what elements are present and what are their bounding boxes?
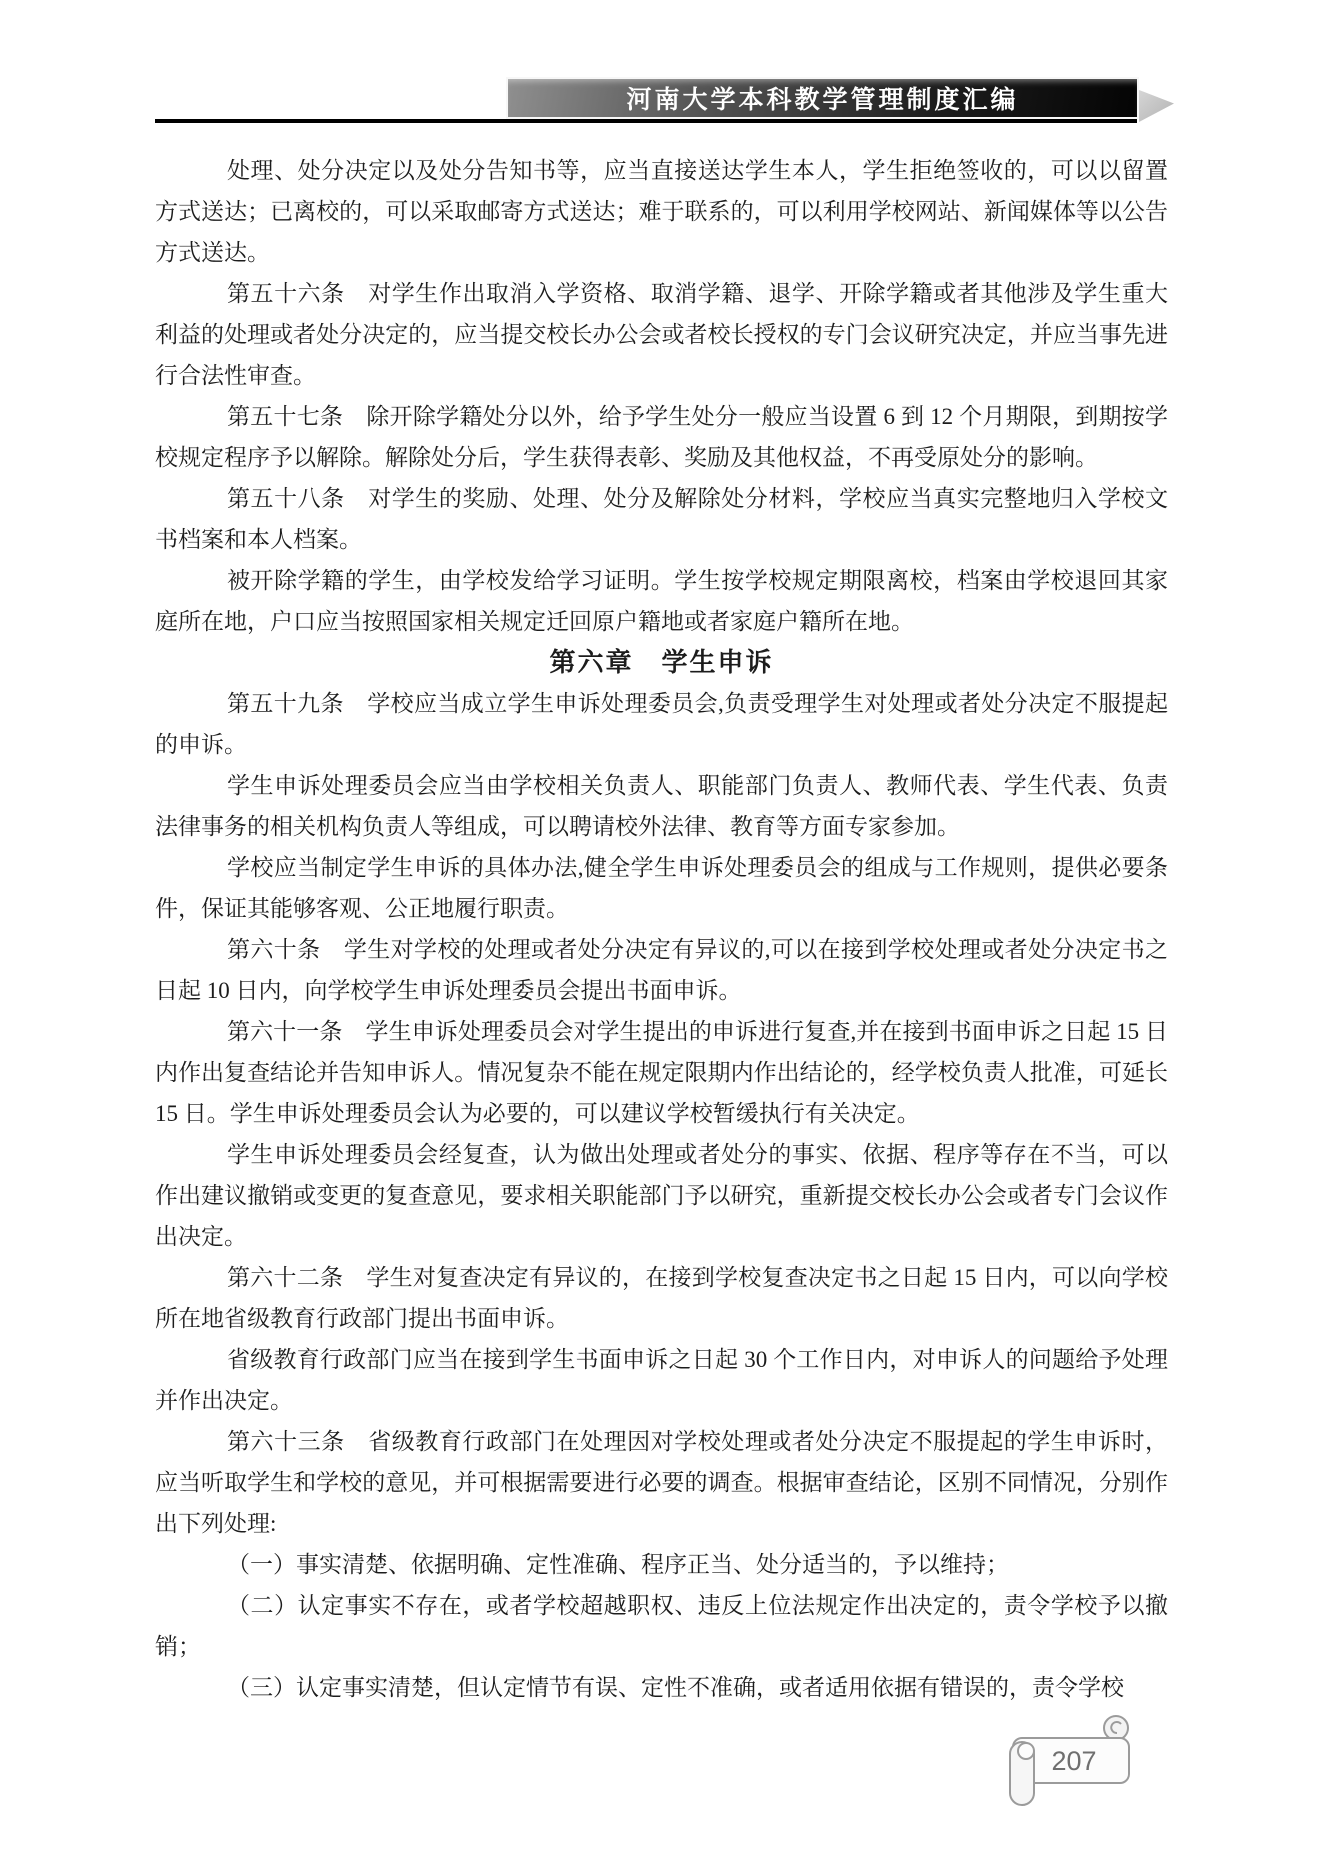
- chapter-heading: 第六章 学生申诉: [549, 647, 774, 677]
- paragraph: 学生申诉处理委员会应当由学校相关负责人、职能部门负责人、教师代表、学生代表、负责法律事务的相关机构负责人等组成，可以聘请校外法律、教育等方面专家参加。: [155, 773, 1168, 839]
- paragraph: 第六十一条 学生申诉处理委员会对学生提出的申诉进行复查,并在接到书面申诉之日起 15 日内作出复查结论并告知申诉人。情况复杂不能在规定限期内作出结论的，经学校负责人批准，可延长 15 日。学生申诉处理委员会认为必要的，可以建议学校暂缓执行有关决定。: [155, 1019, 1168, 1126]
- paragraph: 第六十二条 学生对复查决定有异议的，在接到学校复查决定书之日起 15 日内，可以向学校所在地省级教育行政部门提出书面申诉。: [155, 1265, 1168, 1331]
- paragraph: 第五十六条 对学生作出取消入学资格、取消学籍、退学、开除学籍或者其他涉及学生重大利益的处理或者处分决定的，应当提交校长办公会或者校长授权的专门会议研究决定，并应当事先进行合法性审查。: [155, 281, 1168, 388]
- header-title: 河南大学本科教学管理制度汇编: [626, 87, 1019, 114]
- paragraph: 第五十七条 除开除学籍处分以外，给予学生处分一般应当设置 6 到 12 个月期限，到期按学校规定程序予以解除。解除处分后，学生获得表彰、奖励及其他权益，不再受原处分的影响。: [155, 404, 1168, 470]
- header-rule: [155, 119, 1137, 123]
- paragraph: 第五十九条 学校应当成立学生申诉处理委员会,负责受理学生对处理或者处分决定不服提起的申诉。: [155, 691, 1168, 757]
- paragraph: 第六十三条 省级教育行政部门在处理因对学校处理或者处分决定不服提起的学生申诉时，应当听取学生和学校的意见，并可根据需要进行必要的调查。根据审查结论，区别不同情况，分别作出下列处理:: [155, 1429, 1168, 1536]
- paragraph: 学校应当制定学生申诉的具体办法,健全学生申诉处理委员会的组成与工作规则，提供必要条件，保证其能够客观、公正地履行职责。: [155, 855, 1168, 921]
- paragraph: 第六十条 学生对学校的处理或者处分决定有异议的,可以在接到学校处理或者处分决定书之日起 10 日内，向学校学生申诉处理委员会提出书面申诉。: [155, 937, 1168, 1003]
- paragraph: 省级教育行政部门应当在接到学生书面申诉之日起 30 个工作日内，对申诉人的问题给予处理并作出决定。: [155, 1347, 1168, 1413]
- paragraph: （一）事实清楚、依据明确、定性准确、程序正当、处分适当的，予以维持；: [227, 1552, 1009, 1577]
- paragraph: 处理、处分决定以及处分告知书等，应当直接送达学生本人，学生拒绝签收的，可以以留置方式送达；已离校的，可以采取邮寄方式送达；难于联系的，可以利用学校网站、新闻媒体等以公告方式送达。: [155, 158, 1168, 265]
- paragraph: （三）认定事实清楚，但认定情节有误、定性不准确，或者适用依据有错误的，责令学校: [227, 1675, 1124, 1700]
- paragraph: 学生申诉处理委员会经复查，认为做出处理或者处分的事实、依据、程序等存在不当，可以作出建议撤销或变更的复查意见，要求相关职能部门予以研究，重新提交校长办公会或者专门会议作出决定。: [155, 1142, 1168, 1249]
- document-body: [155, 150, 1168, 1708]
- scroll-icon: [1004, 1710, 1136, 1812]
- paragraph: （二）认定事实不存在，或者学校超越职权、违反上位法规定作出决定的，责令学校予以撤销；: [155, 1593, 1168, 1659]
- page-number: 207: [1051, 1746, 1097, 1776]
- header-arrow-decoration: [1139, 90, 1174, 122]
- paragraph: 第五十八条 对学生的奖励、处理、处分及解除处分材料，学校应当真实完整地归入学校文书档案和本人档案。: [155, 486, 1168, 552]
- page-number-scroll: [1004, 1710, 1136, 1812]
- paragraph: 被开除学籍的学生，由学校发给学习证明。学生按学校规定期限离校，档案由学校退回其家庭所在地，户口应当按照国家相关规定迁回原户籍地或者家庭户籍所在地。: [155, 568, 1168, 634]
- header-bar: [506, 77, 1139, 119]
